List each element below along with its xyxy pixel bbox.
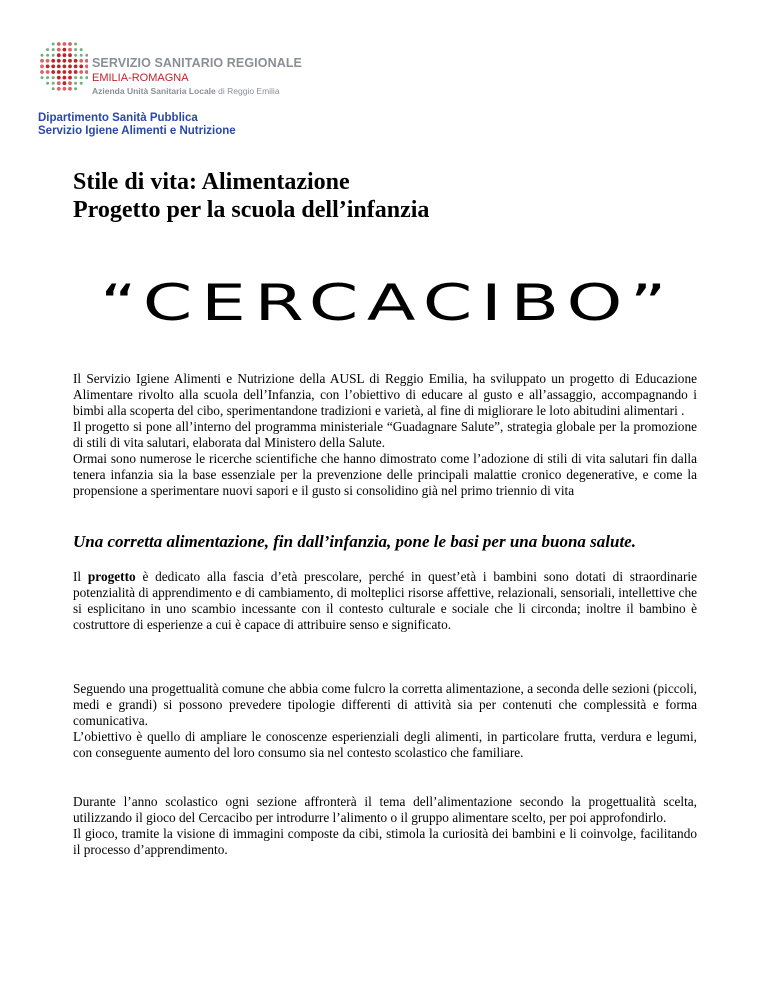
logo-dot: [52, 76, 55, 79]
logo-dot: [63, 65, 67, 69]
logo-dot: [80, 48, 83, 51]
school-year-text-1: Durante l’anno scolastico ogni sezione affronterà il tema dell’alimentazione secondo la progettualità scelta, utilizzando il gioco del Cercacibo per introdurre l’alimento o il gruppo alimentare scelto, per poi approfondirlo.: [73, 794, 697, 825]
logo-dot: [63, 59, 67, 63]
logo-dot: [79, 59, 83, 63]
logo-text: [92, 56, 302, 98]
logo-dot: [46, 54, 49, 57]
logo-dot: [57, 87, 61, 91]
school-year-text-2: Il gioco, tramite la visione di immagini composte da cibi, stimola la curiosità dei bambini e li coinvolge, facilitando il processo d’apprendimento.: [73, 826, 697, 857]
logo-dot: [57, 81, 61, 85]
logo-dot: [68, 87, 72, 91]
logo-azienda-bold: Azienda Unità Sanitaria Locale: [92, 86, 216, 96]
logo-dot: [74, 82, 77, 85]
logo-dot: [85, 70, 88, 74]
logo-dot: [40, 59, 44, 63]
logo-dot: [85, 76, 88, 79]
logo-dot: [63, 87, 67, 91]
intro-text-2: Il progetto si pone all’interno del programma ministeriale “Guadagnare Salute”, strategia globale per la promozione di stili di vita salutari, elaborata dal Ministero della Salute.: [73, 419, 697, 450]
logo-dot: [57, 65, 61, 69]
logo-dot: [46, 65, 50, 69]
logo-dot: [57, 76, 61, 80]
project-bold-word: progetto: [87, 569, 136, 584]
cercacibo-headline: [100, 262, 680, 332]
logo-dot: [46, 59, 50, 63]
header-logo: [38, 40, 302, 112]
logo-dot: [52, 87, 55, 90]
logo-dot: [80, 82, 83, 85]
logo-dot: [74, 48, 77, 51]
logo-dot: [68, 65, 72, 69]
logo-dot: [74, 43, 77, 46]
methodology-text-2: L’obiettivo è quello di ampliare le conoscenze esperienziali degli alimenti, in particolare frutta, verdura e legumi, con conseguente aumento del loro consumo sia nel contesto scolastico che familiare.: [73, 729, 697, 760]
logo-dot: [52, 82, 55, 85]
logo-dot: [74, 76, 77, 79]
logo-dot: [63, 53, 67, 57]
logo-dot: [79, 70, 83, 74]
logo-dot: [41, 54, 44, 57]
logo-dot: [68, 76, 72, 80]
logo-dot: [41, 76, 44, 79]
logo-dot: [51, 65, 55, 69]
logo-dot: [51, 70, 55, 74]
logo-dot: [51, 59, 55, 63]
logo-dot: [80, 54, 83, 57]
logo-dot: [63, 81, 67, 85]
logo-dot: [80, 76, 83, 79]
logo-dot: [57, 53, 61, 57]
logo-azienda-rest: di Reggio Emilia: [215, 86, 280, 96]
logo-dot: [63, 70, 67, 74]
project-lead: Il: [73, 569, 88, 584]
logo-dot: [63, 48, 67, 52]
logo-dot: [52, 48, 55, 51]
project-paragraph: [73, 569, 697, 633]
intro-text-3: Ormai sono numerose le ricerche scientifiche che hanno dimostrato come l’adozione di stili di vita salutari fin dalla tenera infanzia sia la base essenziale per la prevenzione delle principali malattie cronico degenerative, e come la propensione a sperimentare nuovi sapori e il gusto si consolidino già nel primo triennio di vita: [73, 451, 697, 498]
service-line: Servizio Igiene Alimenti e Nutrizione: [38, 125, 236, 137]
logo-dot: [74, 70, 78, 74]
logo-dot: [57, 59, 61, 63]
logo-dot: [74, 87, 77, 90]
logo-dot: [46, 48, 49, 51]
logo-dot: [52, 54, 55, 57]
logo-dot: [52, 43, 55, 46]
logo-dot: [68, 48, 72, 52]
logo-dot: [85, 54, 88, 57]
logo-dot: [57, 48, 61, 52]
logo-dot: [68, 59, 72, 63]
logo-dot: [63, 76, 67, 80]
cercacibo-headline-text: “CERCACIBO”: [100, 274, 675, 332]
logo-dot: [74, 59, 78, 63]
logo-dot: [79, 65, 83, 69]
logo-dot: [68, 70, 72, 74]
logo-dot: [57, 42, 61, 46]
project-rest: è dedicato alla fascia d’età prescolare, perché in quest’età i bambini sono dotati di straordinarie potenzialità di apprendimento e di cambiamento, di molteplici risorse affettive, relazionali, sensoriali, intellettive che si esplicitano in uno scambio incessante con il contesto culturale e sociale che li circonda; inoltre il bambino è costruttore di esperienze a cui è capace di attribuire senso e significato.: [73, 569, 697, 632]
logo-dot: [68, 42, 72, 46]
logo-dot: [40, 65, 44, 69]
logo-dot: [46, 70, 50, 74]
section-subheading: Una corretta alimentazione, fin dall’infanzia, pone le basi per una buona salute.: [73, 532, 636, 551]
department: [38, 112, 236, 138]
logo-dot: [68, 81, 72, 85]
logo-dot: [63, 42, 67, 46]
school-year-paragraph: [73, 794, 697, 858]
logo-dot: [85, 65, 88, 69]
logo-dot: [85, 59, 88, 63]
logo-dot: [74, 54, 77, 57]
logo-dot: [46, 76, 49, 79]
logo-line-region: EMILIA-ROMAGNA: [92, 72, 189, 84]
title-line-2: Progetto per la scuola dell’infanzia: [73, 197, 430, 223]
intro-paragraph: [73, 371, 697, 499]
logo-dot: [57, 70, 61, 74]
methodology-paragraph: [73, 681, 697, 761]
title-line-1: Stile di vita: Alimentazione: [73, 169, 350, 195]
logo-dot: [40, 70, 44, 74]
logo-dot: [74, 65, 78, 69]
logo-dot: [68, 53, 72, 57]
logo-dot: [46, 82, 49, 85]
methodology-text-1: Seguendo una progettualità comune che abbia come fulcro la corretta alimentazione, a seconda delle sezioni (piccoli, medi e grandi) si possono prevedere tipologie differenti di attività sia per contenuti che complessità e forma comunicativa.: [73, 681, 697, 728]
intro-text-1: Il Servizio Igiene Alimenti e Nutrizione della AUSL di Reggio Emilia, ha sviluppato un progetto di Educazione Alimentare rivolto alla scuola dell’Infanzia, con l’obiettivo di educare al gusto e all’assaggio, accompagnando i bimbi alla scoperta del cibo, sperimentandone tradizioni e varietà, al fine di migliorare le loto abitudini alimentari .: [73, 371, 697, 418]
logo-line-servizio: SERVIZIO SANITARIO REGIONALE: [92, 56, 302, 70]
page-title: [73, 168, 429, 224]
department-line: Dipartimento Sanità Pubblica: [38, 112, 198, 124]
logo-line-azienda: [92, 85, 302, 98]
logo-dot-grid-icon: [38, 40, 88, 94]
